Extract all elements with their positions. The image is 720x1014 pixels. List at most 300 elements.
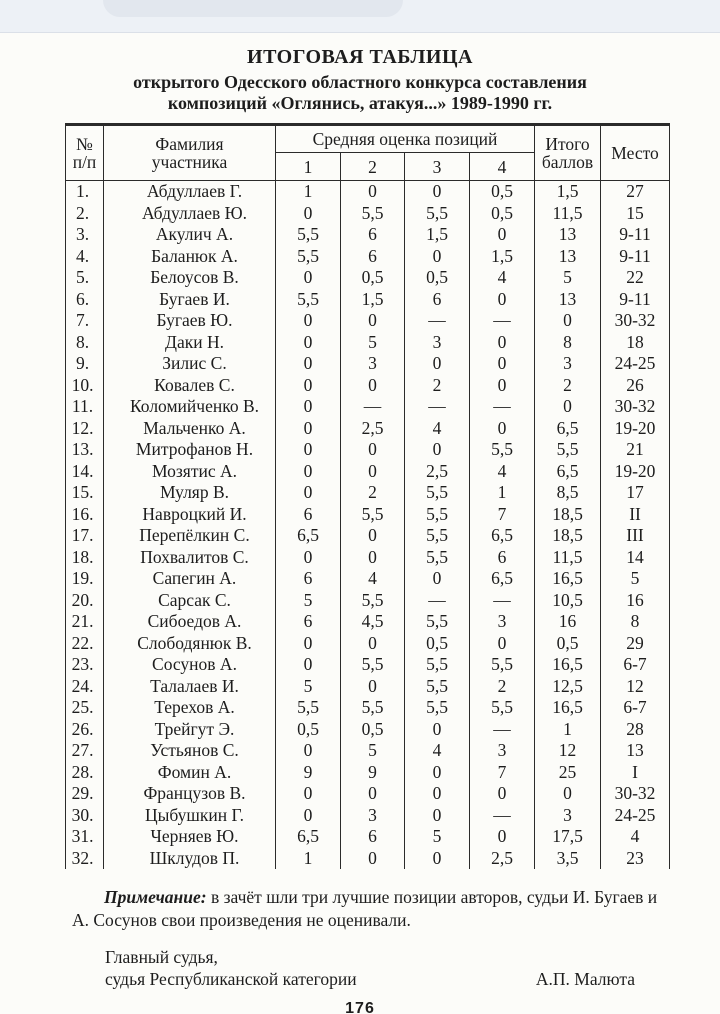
score-position-3: 5,5 bbox=[405, 611, 470, 633]
total-points: 3 bbox=[535, 805, 601, 827]
score-position-3: 5,5 bbox=[405, 504, 470, 526]
row-number: 23. bbox=[66, 654, 104, 676]
row-number: 28. bbox=[66, 762, 104, 784]
participant-name: Абдуллаев Г. bbox=[104, 181, 276, 203]
place-value: 9-11 bbox=[601, 224, 670, 246]
total-points: 8,5 bbox=[535, 482, 601, 504]
score-position-4: 2 bbox=[470, 676, 535, 698]
score-position-3: 1,5 bbox=[405, 224, 470, 246]
score-position-2: 3 bbox=[341, 353, 405, 375]
participant-name: Перепёлкин С. bbox=[104, 525, 276, 547]
table-row bbox=[66, 310, 670, 332]
column-header-total bbox=[535, 125, 601, 181]
table-row bbox=[66, 353, 670, 375]
score-position-3: 0 bbox=[405, 848, 470, 870]
participant-name: Слободянюк В. bbox=[104, 633, 276, 655]
total-points: 1 bbox=[535, 719, 601, 741]
row-number: 17. bbox=[66, 525, 104, 547]
score-position-1: 0 bbox=[276, 783, 341, 805]
score-position-2: 5,5 bbox=[341, 504, 405, 526]
participant-name: Сибоедов А. bbox=[104, 611, 276, 633]
score-position-4: 0 bbox=[470, 375, 535, 397]
score-position-1: 0 bbox=[276, 332, 341, 354]
score-position-3: 0 bbox=[405, 762, 470, 784]
place-value: 5 bbox=[601, 568, 670, 590]
participant-name: Муляр В. bbox=[104, 482, 276, 504]
row-number: 1. bbox=[66, 181, 104, 203]
score-position-4: 6,5 bbox=[470, 525, 535, 547]
place-value: 21 bbox=[601, 439, 670, 461]
table-row bbox=[66, 697, 670, 719]
note-label: Примечание: bbox=[104, 887, 207, 907]
score-position-2: 5,5 bbox=[341, 590, 405, 612]
row-number: 25. bbox=[66, 697, 104, 719]
score-position-4: — bbox=[470, 719, 535, 741]
row-number: 2. bbox=[66, 203, 104, 225]
score-position-2: 5 bbox=[341, 740, 405, 762]
row-number: 13. bbox=[66, 439, 104, 461]
results-table-body bbox=[66, 181, 670, 870]
page-title: ИТОГОВАЯ ТАБЛИЦА bbox=[247, 46, 473, 68]
participant-name: Сосунов А. bbox=[104, 654, 276, 676]
row-number: 14. bbox=[66, 461, 104, 483]
total-points: 16,5 bbox=[535, 697, 601, 719]
score-position-4: — bbox=[470, 396, 535, 418]
place-value: 27 bbox=[601, 181, 670, 203]
place-value: 22 bbox=[601, 267, 670, 289]
participant-name: Фомин А. bbox=[104, 762, 276, 784]
participant-name: Белоусов В. bbox=[104, 267, 276, 289]
row-number: 19. bbox=[66, 568, 104, 590]
score-position-2: 4 bbox=[341, 568, 405, 590]
top-bar-pill-shape bbox=[103, 0, 403, 17]
table-row bbox=[66, 719, 670, 741]
score-position-1: 5 bbox=[276, 590, 341, 612]
total-points: 16 bbox=[535, 611, 601, 633]
score-position-4: — bbox=[470, 310, 535, 332]
score-position-1: 1 bbox=[276, 181, 341, 203]
score-position-3: 0 bbox=[405, 246, 470, 268]
total-points: 5 bbox=[535, 267, 601, 289]
score-position-1: 0 bbox=[276, 418, 341, 440]
participant-name: Похвалитов С. bbox=[104, 547, 276, 569]
score-position-1: 0 bbox=[276, 654, 341, 676]
score-position-3: 5,5 bbox=[405, 547, 470, 569]
score-position-1: 0 bbox=[276, 461, 341, 483]
table-row bbox=[66, 611, 670, 633]
table-row bbox=[66, 289, 670, 311]
column-header-position-1: 1 bbox=[276, 153, 341, 181]
row-number: 11. bbox=[66, 396, 104, 418]
row-number: 31. bbox=[66, 826, 104, 848]
column-header-place: Место bbox=[601, 125, 670, 181]
row-number: 8. bbox=[66, 332, 104, 354]
place-value: 6-7 bbox=[601, 697, 670, 719]
total-points: 12 bbox=[535, 740, 601, 762]
total-points: 5,5 bbox=[535, 439, 601, 461]
score-position-4: 0 bbox=[470, 353, 535, 375]
score-position-2: 0 bbox=[341, 439, 405, 461]
total-points: 3,5 bbox=[535, 848, 601, 870]
score-position-2: 0 bbox=[341, 525, 405, 547]
row-number: 12. bbox=[66, 418, 104, 440]
place-value: 30-32 bbox=[601, 396, 670, 418]
score-position-3: 4 bbox=[405, 418, 470, 440]
score-position-3: 5,5 bbox=[405, 525, 470, 547]
score-position-1: 0 bbox=[276, 439, 341, 461]
score-position-2: 5,5 bbox=[341, 697, 405, 719]
header-name-line2: участника bbox=[151, 152, 228, 172]
score-position-2: 0 bbox=[341, 181, 405, 203]
score-position-3: 5,5 bbox=[405, 203, 470, 225]
score-position-4: 0 bbox=[470, 289, 535, 311]
total-points: 6,5 bbox=[535, 461, 601, 483]
score-position-4: 1 bbox=[470, 482, 535, 504]
score-position-1: 0 bbox=[276, 310, 341, 332]
score-position-1: 0 bbox=[276, 375, 341, 397]
table-row bbox=[66, 181, 670, 203]
judge-title bbox=[105, 946, 357, 990]
score-position-3: 0 bbox=[405, 805, 470, 827]
score-position-2: 0 bbox=[341, 310, 405, 332]
place-value: 4 bbox=[601, 826, 670, 848]
participant-name: Цыбушкин Г. bbox=[104, 805, 276, 827]
place-value: 18 bbox=[601, 332, 670, 354]
score-position-2: — bbox=[341, 396, 405, 418]
total-points: 0 bbox=[535, 310, 601, 332]
table-row bbox=[66, 375, 670, 397]
score-position-3: — bbox=[405, 310, 470, 332]
column-header-position-4: 4 bbox=[470, 153, 535, 181]
total-points: 10,5 bbox=[535, 590, 601, 612]
score-position-1: 5,5 bbox=[276, 697, 341, 719]
score-position-3: 5,5 bbox=[405, 697, 470, 719]
participant-name: Акулич А. bbox=[104, 224, 276, 246]
table-row bbox=[66, 246, 670, 268]
total-points: 11,5 bbox=[535, 203, 601, 225]
table-row bbox=[66, 676, 670, 698]
table-row bbox=[66, 654, 670, 676]
place-value: 30-32 bbox=[601, 310, 670, 332]
place-value: 24-25 bbox=[601, 353, 670, 375]
table-row bbox=[66, 439, 670, 461]
score-position-3: 0 bbox=[405, 439, 470, 461]
total-points: 16,5 bbox=[535, 654, 601, 676]
judge-title-line1: Главный судья, bbox=[105, 947, 218, 967]
participant-name: Бугаев И. bbox=[104, 289, 276, 311]
score-position-3: — bbox=[405, 396, 470, 418]
row-number: 32. bbox=[66, 848, 104, 870]
subtitle-line-1: открытого Одесского областного конкурса составления bbox=[133, 72, 587, 92]
score-position-1: 6 bbox=[276, 568, 341, 590]
participant-name: Терехов А. bbox=[104, 697, 276, 719]
total-points: 1,5 bbox=[535, 181, 601, 203]
total-points: 13 bbox=[535, 289, 601, 311]
total-points: 17,5 bbox=[535, 826, 601, 848]
header-name-line1: Фамилия bbox=[155, 134, 224, 154]
score-position-4: 0,5 bbox=[470, 203, 535, 225]
score-position-4: — bbox=[470, 805, 535, 827]
place-value: 9-11 bbox=[601, 289, 670, 311]
place-value: 19-20 bbox=[601, 418, 670, 440]
table-row bbox=[66, 568, 670, 590]
score-position-4: 0 bbox=[470, 826, 535, 848]
app-top-bar bbox=[0, 0, 720, 33]
score-position-3: 0 bbox=[405, 719, 470, 741]
signature-block bbox=[105, 946, 635, 990]
score-position-4: 0 bbox=[470, 418, 535, 440]
score-position-3: 5,5 bbox=[405, 482, 470, 504]
results-table bbox=[65, 123, 670, 869]
place-value: 28 bbox=[601, 719, 670, 741]
score-position-4: — bbox=[470, 590, 535, 612]
score-position-3: 5 bbox=[405, 826, 470, 848]
score-position-4: 3 bbox=[470, 611, 535, 633]
row-number: 5. bbox=[66, 267, 104, 289]
place-value: 23 bbox=[601, 848, 670, 870]
place-value: 14 bbox=[601, 547, 670, 569]
score-position-1: 5,5 bbox=[276, 289, 341, 311]
score-position-2: 0 bbox=[341, 375, 405, 397]
score-position-1: 5,5 bbox=[276, 246, 341, 268]
place-value: 16 bbox=[601, 590, 670, 612]
score-position-1: 0 bbox=[276, 740, 341, 762]
document-page bbox=[0, 33, 720, 1014]
score-position-2: 0 bbox=[341, 461, 405, 483]
score-position-4: 3 bbox=[470, 740, 535, 762]
column-header-name bbox=[104, 125, 276, 181]
score-position-2: 5 bbox=[341, 332, 405, 354]
total-points: 6,5 bbox=[535, 418, 601, 440]
score-position-1: 0 bbox=[276, 203, 341, 225]
score-position-2: 0 bbox=[341, 848, 405, 870]
participant-name: Зилис С. bbox=[104, 353, 276, 375]
place-value: I bbox=[601, 762, 670, 784]
table-row bbox=[66, 826, 670, 848]
row-number: 18. bbox=[66, 547, 104, 569]
participant-name: Коломийченко В. bbox=[104, 396, 276, 418]
judge-name: А.П. Малюта bbox=[535, 969, 635, 989]
score-position-1: 0 bbox=[276, 547, 341, 569]
score-position-4: 1,5 bbox=[470, 246, 535, 268]
note-paragraph bbox=[72, 886, 668, 932]
table-row bbox=[66, 418, 670, 440]
score-position-4: 0 bbox=[470, 224, 535, 246]
score-position-2: 0 bbox=[341, 676, 405, 698]
table-row bbox=[66, 267, 670, 289]
total-points: 11,5 bbox=[535, 547, 601, 569]
score-position-4: 6 bbox=[470, 547, 535, 569]
score-position-1: 6 bbox=[276, 504, 341, 526]
participant-name: Мальченко А. bbox=[104, 418, 276, 440]
row-number: 27. bbox=[66, 740, 104, 762]
score-position-4: 0,5 bbox=[470, 181, 535, 203]
total-points: 0,5 bbox=[535, 633, 601, 655]
participant-name: Черняев Ю. bbox=[104, 826, 276, 848]
place-value: II bbox=[601, 504, 670, 526]
column-header-number bbox=[66, 125, 104, 181]
row-number: 24. bbox=[66, 676, 104, 698]
table-row bbox=[66, 461, 670, 483]
table-row bbox=[66, 633, 670, 655]
total-points: 25 bbox=[535, 762, 601, 784]
participant-name: Шклудов П. bbox=[104, 848, 276, 870]
score-position-3: 6 bbox=[405, 289, 470, 311]
score-position-4: 4 bbox=[470, 461, 535, 483]
participant-name: Ковалев С. bbox=[104, 375, 276, 397]
place-value: 26 bbox=[601, 375, 670, 397]
row-number: 21. bbox=[66, 611, 104, 633]
participant-name: Сарсак С. bbox=[104, 590, 276, 612]
score-position-1: 0 bbox=[276, 267, 341, 289]
place-value: 12 bbox=[601, 676, 670, 698]
score-position-3: 4 bbox=[405, 740, 470, 762]
column-header-average-scores: Средняя оценка позиций bbox=[276, 125, 535, 153]
participant-name: Баланюк А. bbox=[104, 246, 276, 268]
score-position-1: 0 bbox=[276, 396, 341, 418]
page-number: 176 bbox=[345, 1000, 375, 1014]
table-row bbox=[66, 783, 670, 805]
score-position-2: 0 bbox=[341, 633, 405, 655]
place-value: 19-20 bbox=[601, 461, 670, 483]
total-points: 8 bbox=[535, 332, 601, 354]
header-total-line1: Итого bbox=[545, 134, 590, 154]
score-position-3: 2 bbox=[405, 375, 470, 397]
participant-name: Мозятис А. bbox=[104, 461, 276, 483]
column-header-position-3: 3 bbox=[405, 153, 470, 181]
score-position-3: 3 bbox=[405, 332, 470, 354]
row-number: 29. bbox=[66, 783, 104, 805]
table-row bbox=[66, 203, 670, 225]
score-position-2: 4,5 bbox=[341, 611, 405, 633]
score-position-4: 7 bbox=[470, 504, 535, 526]
table-row bbox=[66, 525, 670, 547]
score-position-2: 5,5 bbox=[341, 654, 405, 676]
score-position-2: 2 bbox=[341, 482, 405, 504]
table-row bbox=[66, 590, 670, 612]
score-position-3: 0 bbox=[405, 353, 470, 375]
score-position-2: 0,5 bbox=[341, 719, 405, 741]
table-row bbox=[66, 547, 670, 569]
column-header-position-2: 2 bbox=[341, 153, 405, 181]
total-points: 18,5 bbox=[535, 504, 601, 526]
place-value: III bbox=[601, 525, 670, 547]
score-position-4: 0 bbox=[470, 783, 535, 805]
score-position-1: 0 bbox=[276, 805, 341, 827]
table-row bbox=[66, 224, 670, 246]
score-position-4: 6,5 bbox=[470, 568, 535, 590]
row-number: 30. bbox=[66, 805, 104, 827]
participant-name: Митрофанов Н. bbox=[104, 439, 276, 461]
row-number: 15. bbox=[66, 482, 104, 504]
score-position-1: 5,5 bbox=[276, 224, 341, 246]
score-position-3: 0,5 bbox=[405, 633, 470, 655]
score-position-2: 3 bbox=[341, 805, 405, 827]
score-position-2: 0 bbox=[341, 547, 405, 569]
header-num-line1: № bbox=[76, 134, 93, 154]
score-position-3: 0 bbox=[405, 568, 470, 590]
total-points: 12,5 bbox=[535, 676, 601, 698]
score-position-2: 9 bbox=[341, 762, 405, 784]
score-position-4: 4 bbox=[470, 267, 535, 289]
total-points: 13 bbox=[535, 246, 601, 268]
place-value: 17 bbox=[601, 482, 670, 504]
score-position-4: 5,5 bbox=[470, 654, 535, 676]
participant-name: Сапегин А. bbox=[104, 568, 276, 590]
total-points: 0 bbox=[535, 396, 601, 418]
participant-name: Абдуллаев Ю. bbox=[104, 203, 276, 225]
table-row bbox=[66, 332, 670, 354]
row-number: 16. bbox=[66, 504, 104, 526]
total-points: 3 bbox=[535, 353, 601, 375]
table-row bbox=[66, 848, 670, 870]
score-position-3: 0 bbox=[405, 783, 470, 805]
score-position-1: 0 bbox=[276, 482, 341, 504]
row-number: 9. bbox=[66, 353, 104, 375]
score-position-2: 6 bbox=[341, 246, 405, 268]
row-number: 26. bbox=[66, 719, 104, 741]
table-row bbox=[66, 396, 670, 418]
table-row bbox=[66, 805, 670, 827]
total-points: 13 bbox=[535, 224, 601, 246]
score-position-1: 0 bbox=[276, 633, 341, 655]
note-text: в зачёт шли три лучшие позиции авторов, судьи И. Бугаев и А. Сосунов свои произведения не оценивали. bbox=[72, 887, 658, 930]
place-value: 9-11 bbox=[601, 246, 670, 268]
table-row bbox=[66, 740, 670, 762]
participant-name: Трейгут Э. bbox=[104, 719, 276, 741]
score-position-2: 6 bbox=[341, 826, 405, 848]
place-value: 29 bbox=[601, 633, 670, 655]
score-position-3: 5,5 bbox=[405, 676, 470, 698]
score-position-2: 0,5 bbox=[341, 267, 405, 289]
participant-name: Даки Н. bbox=[104, 332, 276, 354]
row-number: 6. bbox=[66, 289, 104, 311]
table-row bbox=[66, 504, 670, 526]
score-position-1: 9 bbox=[276, 762, 341, 784]
score-position-3: 0 bbox=[405, 181, 470, 203]
table-row bbox=[66, 762, 670, 784]
row-number: 20. bbox=[66, 590, 104, 612]
score-position-4: 7 bbox=[470, 762, 535, 784]
results-table-header bbox=[66, 125, 670, 181]
participant-name: Французов В. bbox=[104, 783, 276, 805]
row-number: 10. bbox=[66, 375, 104, 397]
header-total-line2: баллов bbox=[541, 152, 594, 172]
score-position-3: 2,5 bbox=[405, 461, 470, 483]
total-points: 0 bbox=[535, 783, 601, 805]
row-number: 4. bbox=[66, 246, 104, 268]
table-row bbox=[66, 482, 670, 504]
place-value: 15 bbox=[601, 203, 670, 225]
judge-title-line2: судья Республиканской категории bbox=[105, 969, 357, 989]
score-position-4: 2,5 bbox=[470, 848, 535, 870]
score-position-1: 6,5 bbox=[276, 525, 341, 547]
total-points: 16,5 bbox=[535, 568, 601, 590]
score-position-1: 5 bbox=[276, 676, 341, 698]
participant-name: Навроцкий И. bbox=[104, 504, 276, 526]
header-num-line2: п/п bbox=[72, 152, 97, 172]
score-position-4: 5,5 bbox=[470, 697, 535, 719]
score-position-2: 5,5 bbox=[341, 203, 405, 225]
score-position-2: 6 bbox=[341, 224, 405, 246]
place-value: 30-32 bbox=[601, 783, 670, 805]
place-value: 24-25 bbox=[601, 805, 670, 827]
score-position-1: 6,5 bbox=[276, 826, 341, 848]
participant-name: Устьянов С. bbox=[104, 740, 276, 762]
score-position-4: 0 bbox=[470, 633, 535, 655]
score-position-1: 6 bbox=[276, 611, 341, 633]
score-position-2: 0 bbox=[341, 783, 405, 805]
